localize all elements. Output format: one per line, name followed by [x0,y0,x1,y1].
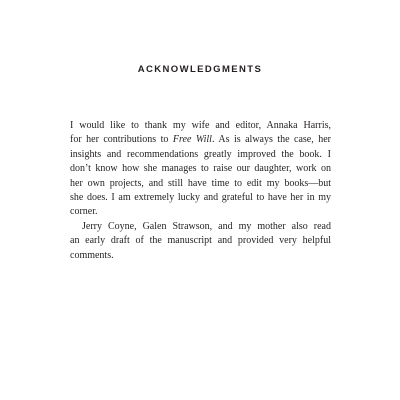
text-line: corner. [70,206,98,218]
text-line: insights and recommendations greatly improved the book. I [70,148,331,160]
text-line [70,133,331,147]
text-run: for her contributions to [70,134,173,146]
text-line: her own projects, and still have time to edit my books—but [70,177,331,189]
text-run: . As is always the case, her [211,134,331,146]
section-heading: ACKNOWLEDGMENTS [137,64,263,75]
text-line: don’t know how she manages to raise our daughter, work on [70,163,331,175]
text-line: she does. I am extremely lucky and grateful to have her in my [70,192,331,204]
paragraph-2 [70,220,331,263]
text-line: I would like to thank my wife and editor, Annaka Harris, [70,120,331,131]
text-line: Jerry Coyne, Galen Strawson, and my mother also read [82,220,331,232]
text-line: an early draft of the manuscript and provided very helpful [70,235,331,247]
paragraph-1 [70,119,331,220]
text-line: comments. [70,249,114,261]
acknowledgments-body [70,119,331,263]
book-title-italic: Free Will [172,134,212,146]
